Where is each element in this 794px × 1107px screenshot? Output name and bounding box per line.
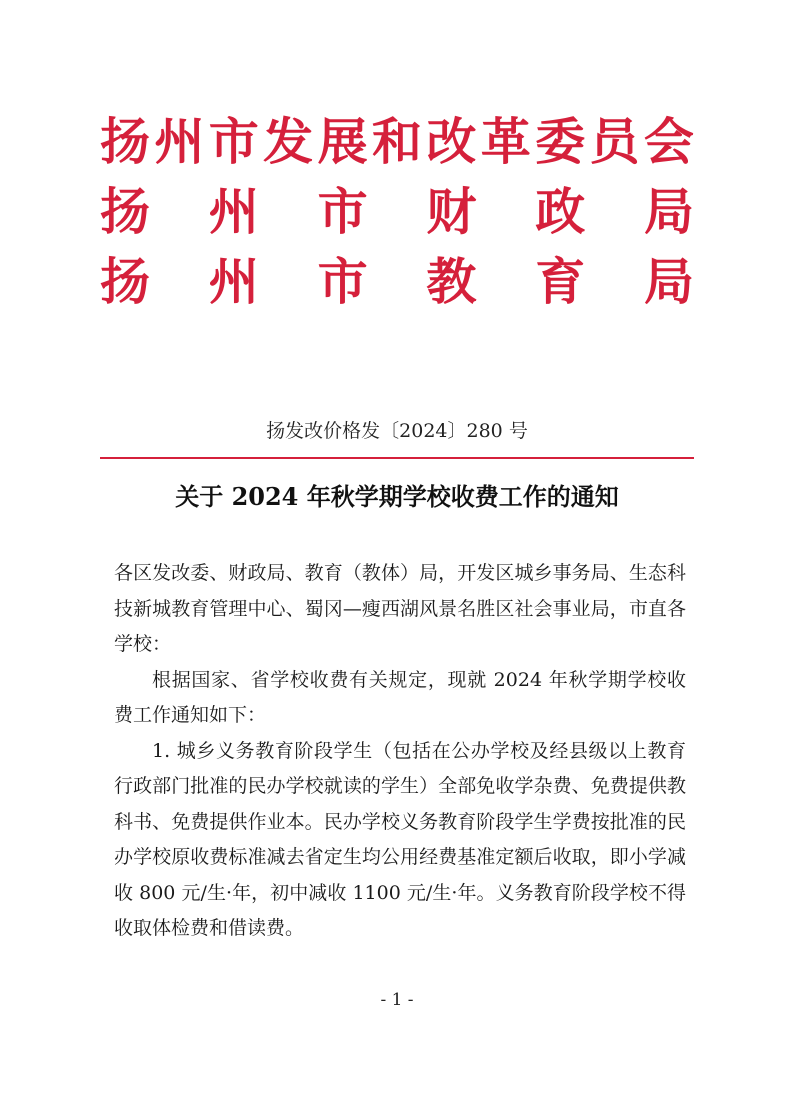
header-char: 会 [643,113,694,171]
header-char: 局 [643,183,694,241]
header-char: 州 [154,113,205,171]
header-char: 市 [208,113,259,171]
header-char: 教 [426,253,477,311]
page-number: - 1 - [380,990,414,1010]
header-char: 展 [317,113,368,171]
document-number: 扬发改价格发〔2024〕280 号 [266,420,528,442]
header-char: 员 [589,113,640,171]
header-char: 市 [317,253,368,311]
header-char: 市 [317,183,368,241]
addressee-paragraph: 各区发改委、财政局、教育（教体）局，开发区城乡事务局、生态科技新城教育管理中心、蜀冈—瘦西湖风景名胜区社会事业局，市直各学校： [114,562,686,655]
header-line-finance-bureau [100,182,694,252]
header-char: 革 [480,113,531,171]
header-char: 财 [426,183,477,241]
header-char: 改 [426,113,477,171]
header-char: 发 [263,113,314,171]
header-line-education-bureau [100,252,694,322]
header-char: 州 [208,183,259,241]
header-char: 局 [643,253,694,311]
issuing-authorities-header [100,112,694,322]
header-char: 州 [208,253,259,311]
header-char: 扬 [100,183,150,241]
document-title: 关于 2024 年秋学期学校收费工作的通知 [175,482,619,511]
header-line-development-reform [100,112,694,182]
header-char: 政 [535,183,586,241]
header-char: 扬 [100,253,150,311]
item-1-paragraph: 1. 城乡义务教育阶段学生（包括在公办学校及经县级以上教育行政部门批准的民办学校就读的学生）全部免收学杂费、免费提供教科书、免费提供作业本。民办学校义务教育阶段学生学费按批准的民办学校原收费标准减去省定生均公用经费基准定额后收取，即小学减收 800 元/生·年，初中减收 1100 元/生·年。义务教育阶段学校不得收取体检费和借读费。 [114,739,686,939]
header-char: 育 [535,253,586,311]
header-char: 和 [371,113,422,171]
intro-paragraph: 根据国家、省学校收费有关规定，现就 2024 年秋学期学校收费工作通知如下： [114,668,686,726]
red-divider-line [100,457,694,459]
header-char: 委 [535,113,586,171]
document-body [114,556,686,947]
header-char: 扬 [100,113,150,171]
